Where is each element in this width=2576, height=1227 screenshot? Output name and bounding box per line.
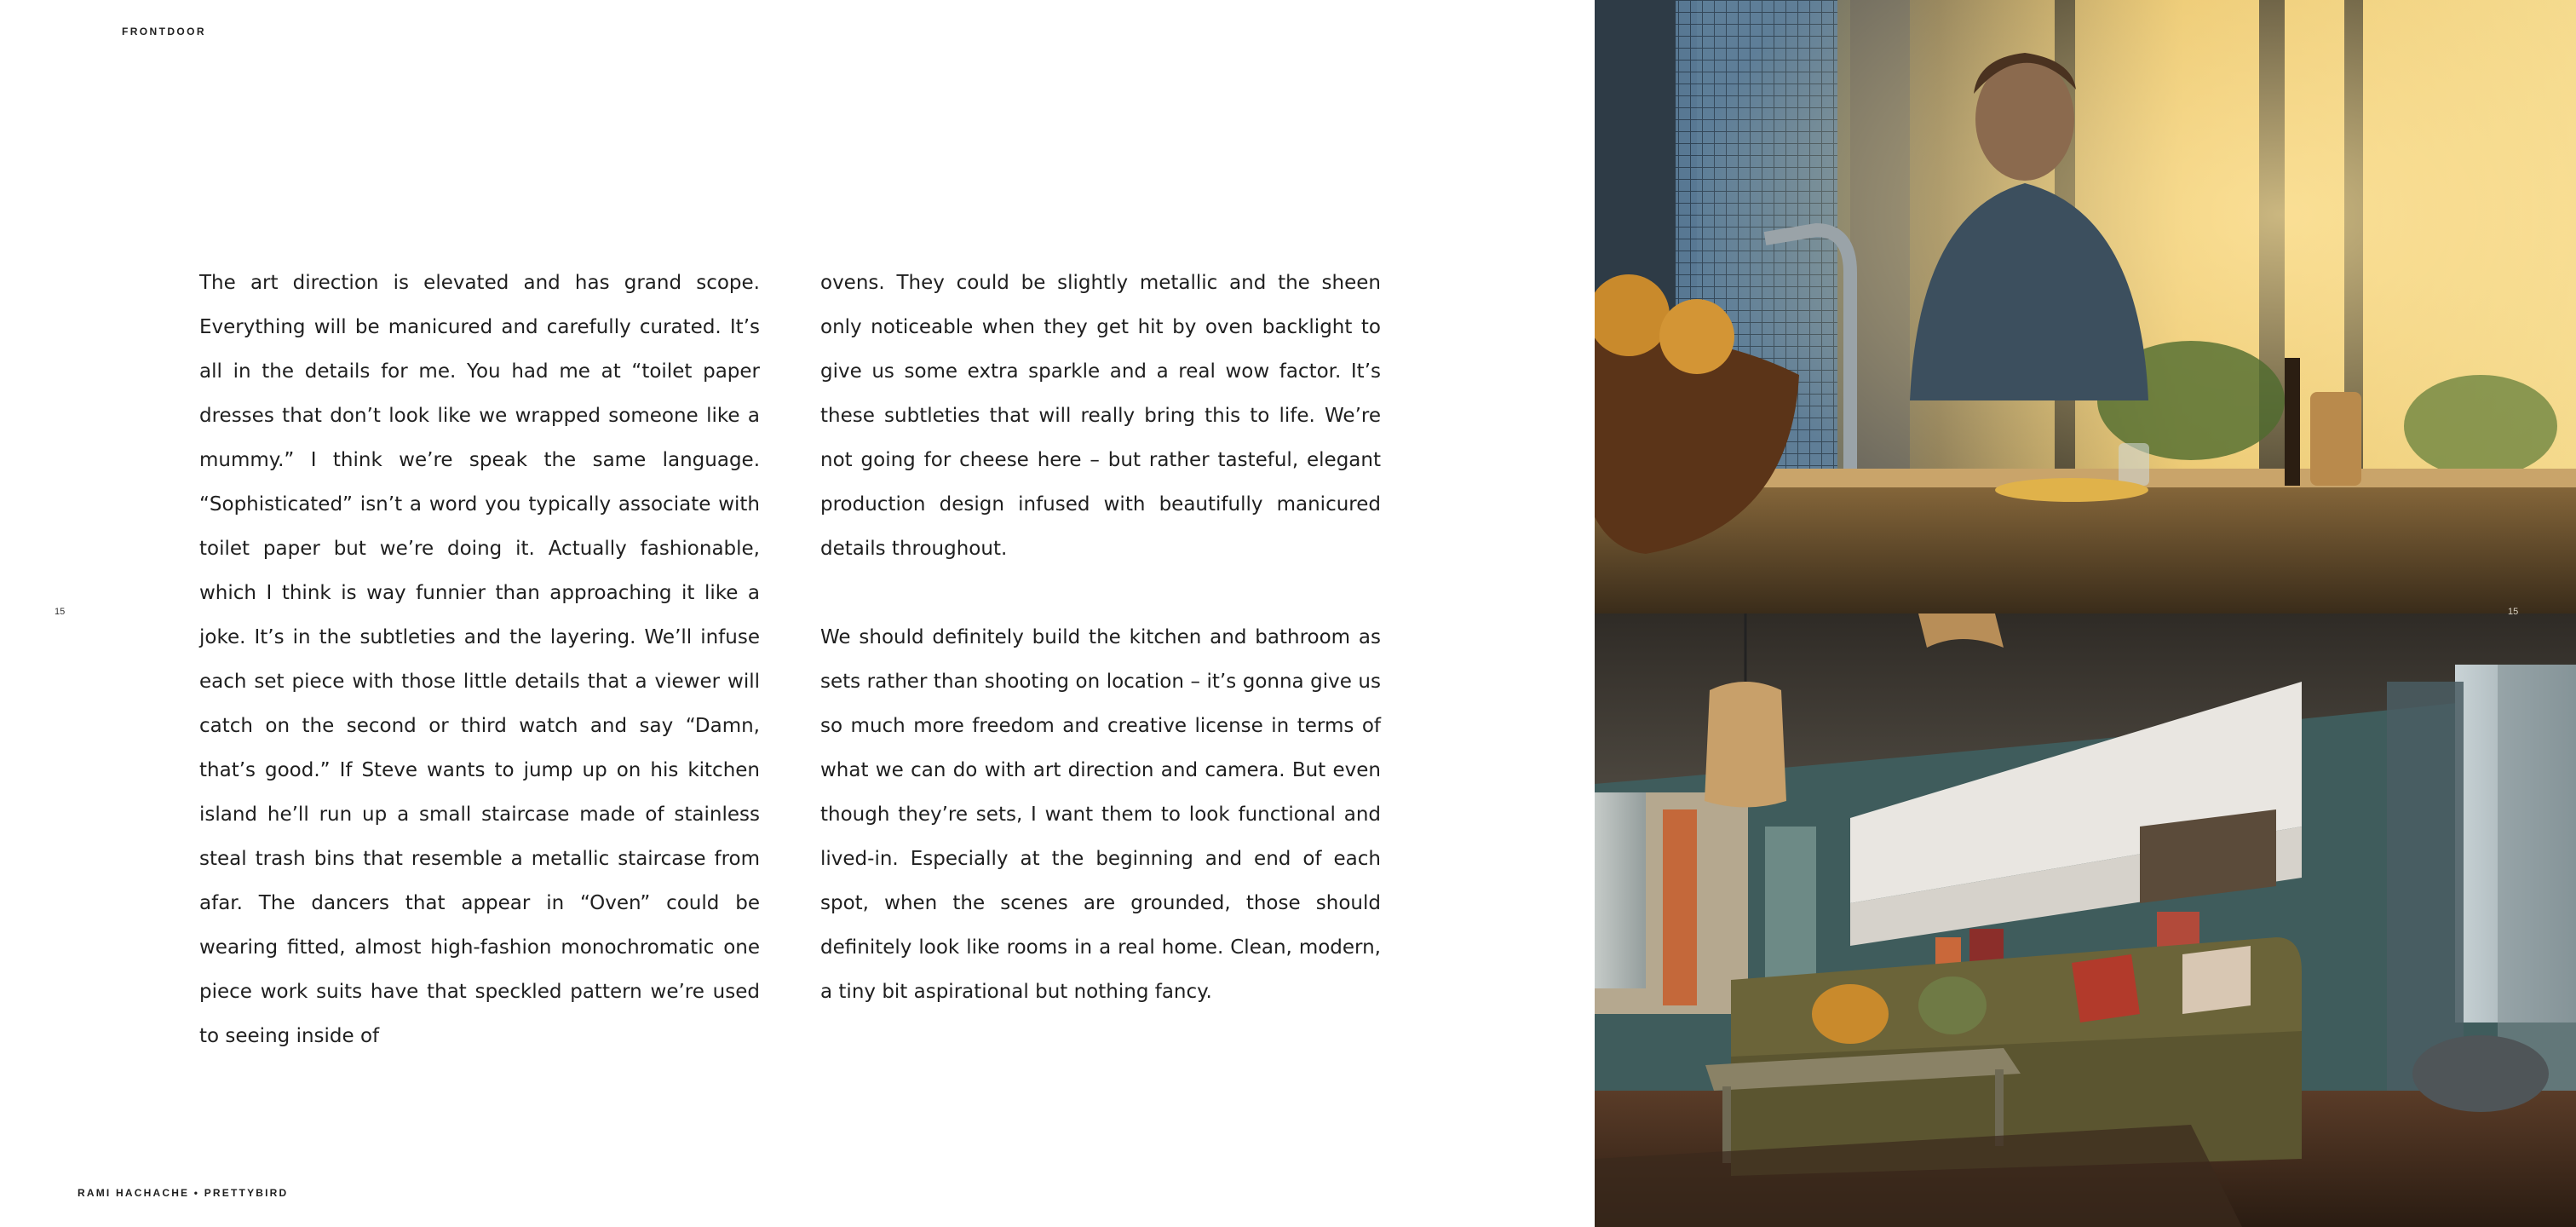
text-column-2 bbox=[820, 261, 1381, 1014]
kitchen-photo bbox=[1595, 0, 2576, 614]
paragraph: ovens. They could be slightly metallic and the sheen only noticeable when they get hit by oven backlight to give us some extra sparkle and a real wow factor. It’s these subtleties that will really bring this to life. We’re not going for cheese here – but rather tasteful, elegant production design infused with beautifully manicured details throughout. bbox=[820, 272, 1381, 560]
page-number-left: 15 bbox=[55, 607, 66, 617]
paragraph: We should definitely build the kitchen and bathroom as sets rather than shooting on location – it’s gonna give us so much more freedom and creative license in terms of what we can do with art direction and camera. But even though they’re sets, I want them to look functional and lived-in. Especially at the beginning and end of each spot, when the scenes are grounded, those should definitely look like rooms in a real home. Clean, modern, a tiny bit aspirational but nothing fancy. bbox=[820, 626, 1381, 1003]
photo-panel bbox=[1595, 0, 2576, 1227]
page-number-right: 15 bbox=[2508, 607, 2519, 617]
text-column-1 bbox=[199, 261, 760, 1058]
living-room-photo bbox=[1595, 614, 2576, 1227]
paragraph: The art direction is elevated and has grand scope. Everything will be manicured and carefully curated. It’s all in the details for me. You had me at “toilet paper dresses that don’t look like we wrapped someone like a mummy.” I think we’re speak the same language. “Sophisticated” isn’t a word you typically associate with toilet paper but we’re doing it. Actually fashionable, which I think is way funnier than approaching it like a joke. It’s in the subtleties and the layering. We’ll infuse each set piece with those little details that a viewer will catch on the second or third watch and say “Damn, that’s good.” If Steve wants to jump up on his kitchen island he’ll run up a small staircase made of stainless steal trash bins that resemble a metallic staircase from afar. The dancers that appear in “Oven” could be wearing fitted, almost high-fashion monochromatic one piece work suits have that speckled pattern we’re used to seeing inside of bbox=[199, 272, 760, 1047]
brand-logo: FRONTDOOR bbox=[122, 26, 206, 37]
footer-credit: RAMI HACHACHE • PRETTYBIRD bbox=[78, 1187, 289, 1199]
